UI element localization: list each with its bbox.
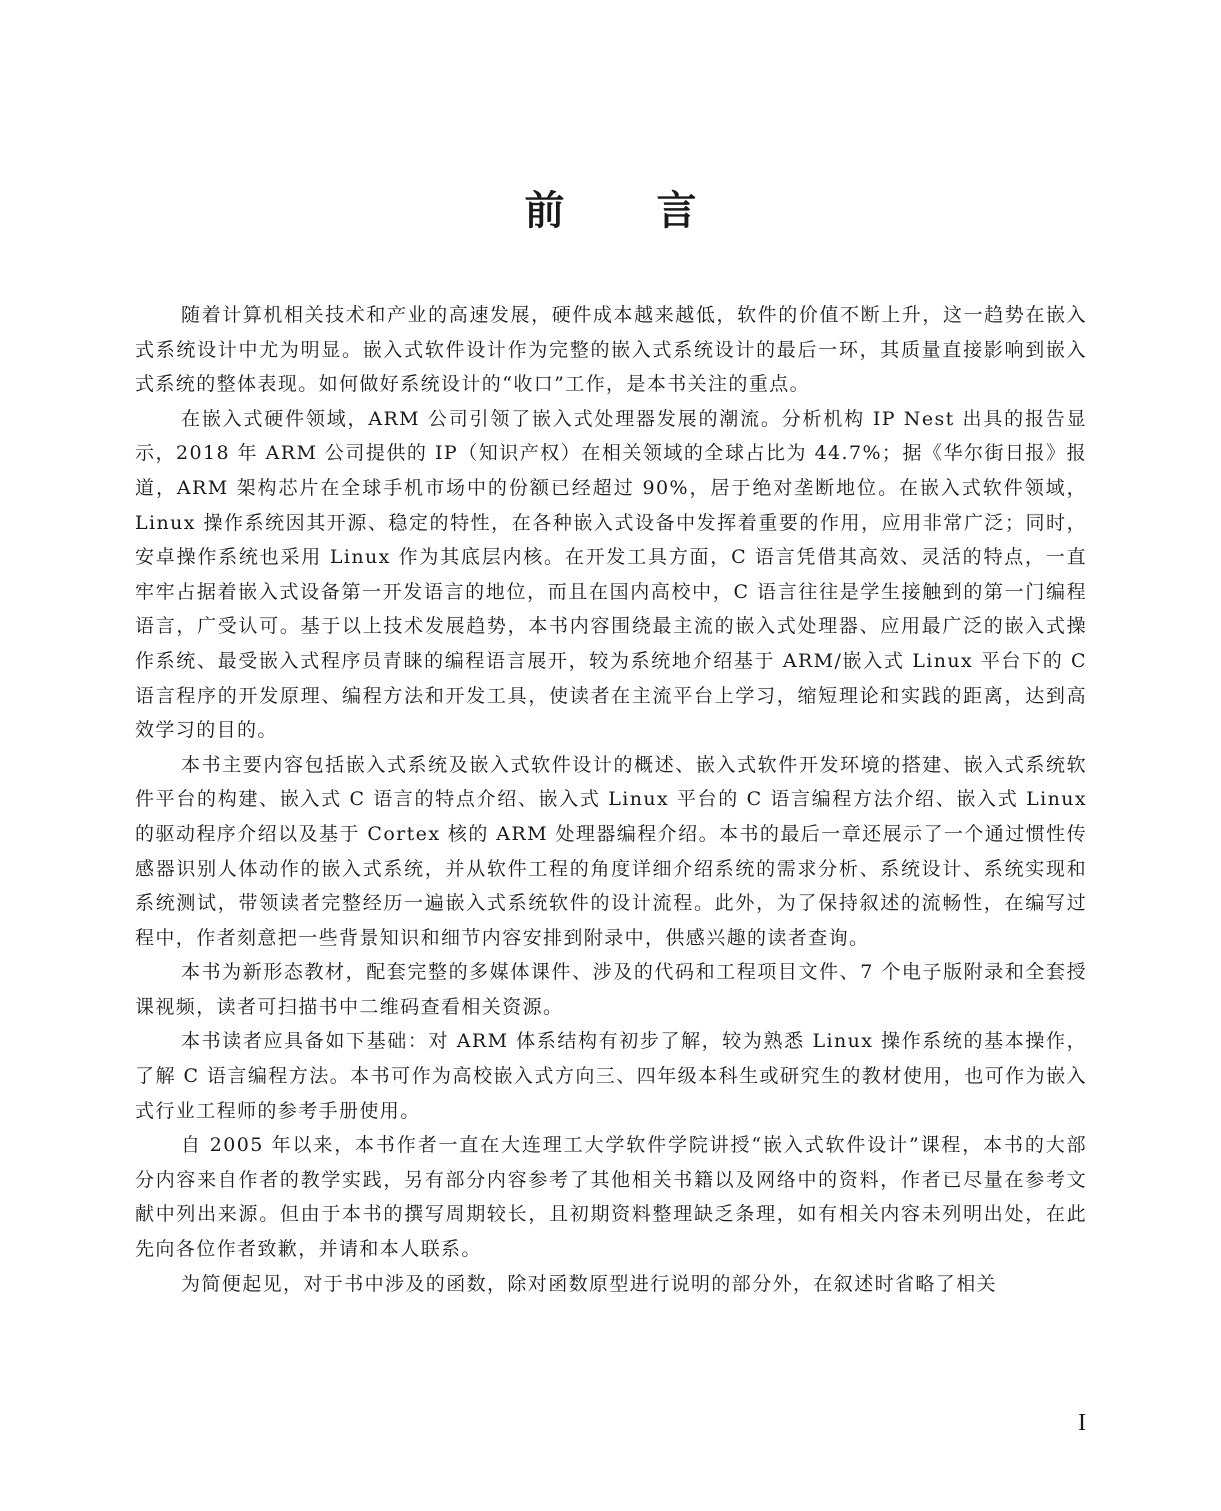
paragraph: 自 2005 年以来，本书作者一直在大连理工大学软件学院讲授“嵌入式软件设计”课程，本书的大部分内容来自作者的教学实践，另有部分内容参考了其他相关书籍以及网络中的资料，作者已尽量在参考文献中列出来源。但由于本书的撰写周期较长，且初期资料整理缺乏条理，如有相关内容未列明出处，在此先向各位作者致歉，并请和本人联系。 [135,1134,1087,1261]
page-title: 前言 [524,188,789,234]
paragraph: 随着计算机相关技术和产业的高速发展，硬件成本越来越低，软件的价值不断上升，这一趋势在嵌入式系统设计中尤为明显。嵌入式软件设计作为完整的嵌入式系统设计的最后一环，其质量直接影响到嵌入式系统的整体表现。如何做好系统设计的“收口”工作，是本书关注的重点。 [135,304,1087,396]
preface-body [135,298,1087,1301]
paragraph: 在嵌入式硬件领域，ARM 公司引领了嵌入式处理器发展的潮流。分析机构 IP Nest 出具的报告显示，2018 年 ARM 公司提供的 IP（知识产权）在相关领域的全球占比为 44.7%；据《华尔街日报》报道，ARM 架构芯片在全球手机市场中的份额已经超过 90%，居于绝对垄断地位。在嵌入式软件领域，Linux 操作系统因其开源、稳定的特性，在各种嵌入式设备中发挥着重要的作用，应用非常广泛；同时，安卓操作系统也采用 Linux 作为其底层内核。在开发工具方面，C 语言凭借其高效、灵活的特点，一直牢牢占据着嵌入式设备第一开发语言的地位，而且在国内高校中，C 语言往往是学生接触到的第一门编程语言，广受认可。基于以上技术发展趋势，本书内容围绕最主流的嵌入式处理器、应用最广泛的嵌入式操作系统、最受嵌入式程序员青睐的编程语言展开，较为系统地介绍基于 ARM/嵌入式 Linux 平台下的 C 语言程序的开发原理、编程方法和开发工具，使读者在主流平台上学习，缩短理论和实践的距离，达到高效学习的目的。 [135,407,1087,742]
paragraph: 本书读者应具备如下基础：对 ARM 体系结构有初步了解，较为熟悉 Linux 操作系统的基本操作，了解 C 语言编程方法。本书可作为高校嵌入式方向三、四年级本科生或研究生的教材使用，也可作为嵌入式行业工程师的参考手册使用。 [135,1030,1087,1122]
paragraph: 为简便起见，对于书中涉及的函数，除对函数原型进行说明的部分外，在叙述时省略了相关 [181,1272,998,1295]
paragraph: 本书主要内容包括嵌入式系统及嵌入式软件设计的概述、嵌入式软件开发环境的搭建、嵌入式系统软件平台的构建、嵌入式 C 语言的特点介绍、嵌入式 Linux 平台的 C 语言编程方法介绍、嵌入式 Linux 的驱动程序介绍以及基于 Cortex 核的 ARM 处理器编程介绍。本书的最后一章还展示了一个通过惯性传感器识别人体动作的嵌入式系统，并从软件工程的角度详细介绍系统的需求分析、系统设计、系统实现和系统测试，带领读者完整经历一遍嵌入式系统软件的设计流程。此外，为了保持叙述的流畅性，在编写过程中，作者刻意把一些背景知识和细节内容安排到附录中，供感兴趣的读者查询。 [135,753,1087,949]
page-number: I [1078,1410,1086,1436]
paragraph: 本书为新形态教材，配套完整的多媒体课件、涉及的代码和工程项目文件、7 个电子版附录和全套授课视频，读者可扫描书中二维码查看相关资源。 [135,961,1087,1018]
